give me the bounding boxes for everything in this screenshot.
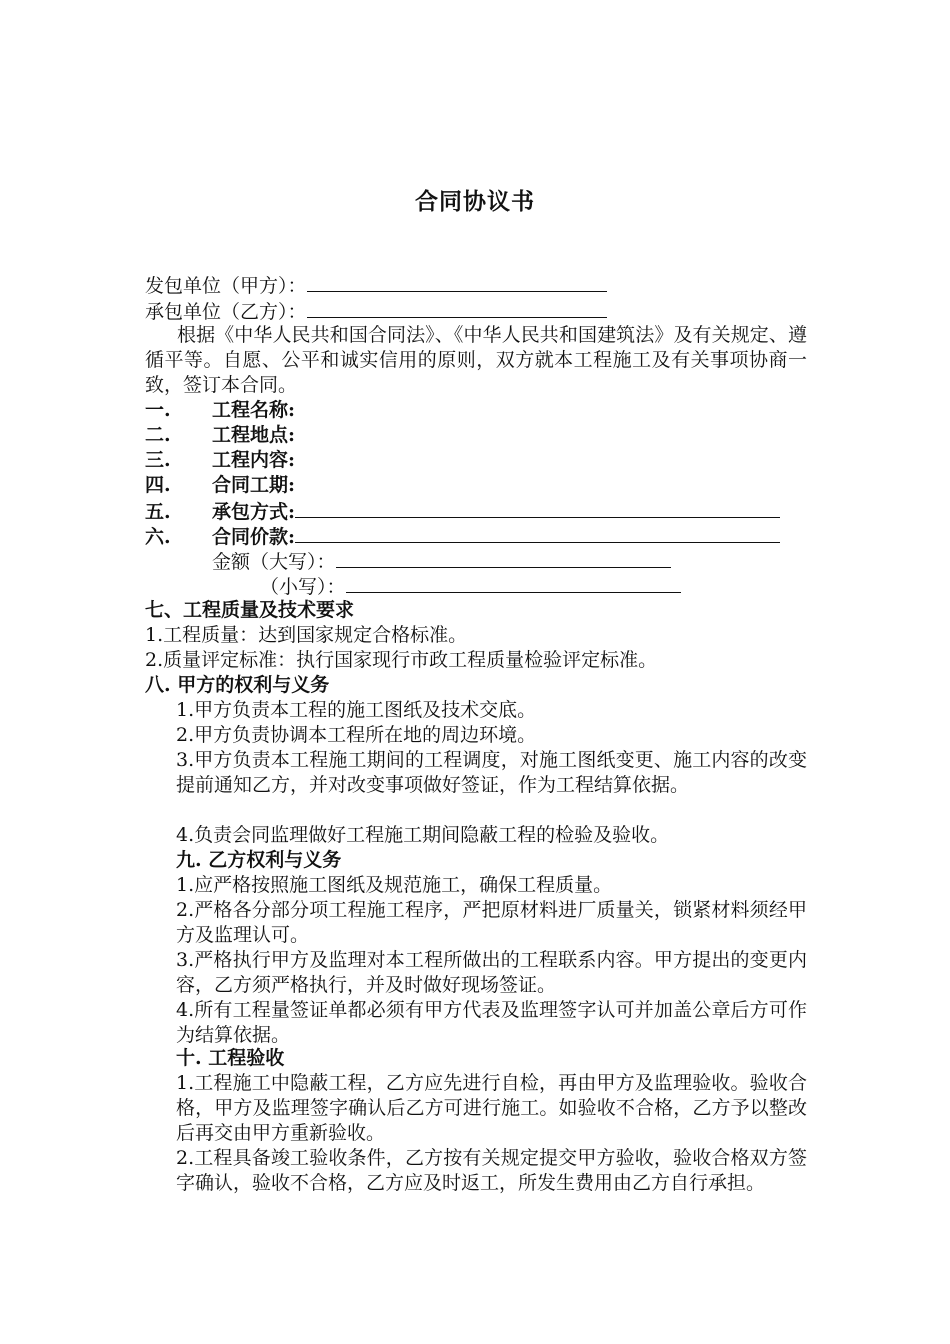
party-a-label: 发包单位（甲方）： (145, 275, 307, 297)
section-7-heading: 七、工程质量及技术要求 (145, 599, 355, 621)
item-label: 合同价款: (212, 526, 296, 548)
party-a-blank (307, 272, 607, 292)
section-9-line-4: 4.所有工程量签证单都必须有甲方代表及监理签字认可并加盖公章后方可作为结算依据。 (176, 999, 807, 1046)
contract-price-blank (295, 523, 780, 543)
item-number: 四. (145, 474, 171, 496)
section-8-line-4: 4.负责会同监理做好工程施工期间隐蔽工程的检验及验收。 (176, 824, 670, 846)
section-9-line-3: 3.严格执行甲方及监理对本工程所做出的工程联系内容。甲方提出的变更内容，乙方须严格执行，并及时做好现场签证。 (176, 949, 807, 996)
section-7-line-1: 1.工程质量：达到国家规定合格标准。 (145, 624, 468, 646)
item-number: 五. (145, 501, 171, 523)
amount-upper-label: 金额（大写）： (212, 551, 336, 573)
item-number: 一. (145, 399, 171, 421)
item-project-location (145, 423, 295, 448)
page-title: 合同协议书 (415, 188, 535, 215)
party-b-label: 承包单位（乙方）： (145, 301, 307, 323)
section-7-line-2: 2.质量评定标准：执行国家现行市政工程质量检验评定标准。 (145, 649, 658, 671)
item-number: 六. (145, 526, 171, 548)
amount-lower-row (260, 573, 681, 598)
section-8-line-3: 3.甲方负责本工程施工期间的工程调度，对施工图纸变更、施工内容的改变提前通知乙方，并对改变事项做好签证，作为工程结算依据。 (176, 749, 807, 796)
item-number: 三. (145, 449, 171, 471)
item-project-content (145, 448, 295, 473)
item-label: 合同工期: (212, 474, 296, 496)
item-number: 二. (145, 424, 171, 446)
item-label: 承包方式: (212, 501, 296, 523)
contract-mode-blank (295, 498, 780, 518)
section-10-line-1: 1.工程施工中隐蔽工程，乙方应先进行自检，再由甲方及监理验收。验收合格，甲方及监理签字确认后乙方可进行施工。如验收不合格，乙方予以整改后再交由甲方重新验收。 (176, 1072, 807, 1144)
party-b-row (145, 298, 607, 323)
amount-upper-blank (336, 548, 671, 568)
preamble: 根据《中华人民共和国合同法》、《中华人民共和国建筑法》及有关规定、遵循平等。自愿、公平和诚实信用的原则，双方就本工程施工及有关事项协商一致，签订本合同。 (145, 324, 807, 396)
party-b-blank (307, 298, 607, 318)
section-8-heading: 八. 甲方的权利与义务 (145, 674, 330, 696)
section-10-heading: 十. 工程验收 (176, 1047, 285, 1069)
section-9-line-1: 1.应严格按照施工图纸及规范施工，确保工程质量。 (176, 874, 613, 896)
party-a-row (145, 272, 607, 297)
section-9-heading: 九. 乙方权利与义务 (176, 849, 342, 871)
section-10-line-2: 2.工程具备竣工验收条件，乙方按有关规定提交甲方验收，验收合格双方签字确认，验收不合格，乙方应及时返工，所发生费用由乙方自行承担。 (176, 1147, 807, 1194)
amount-lower-label: （小写）： (260, 576, 346, 598)
item-contract-period (145, 473, 295, 498)
section-9-line-2: 2.严格各分部分项工程施工程序，严把原材料进厂质量关，锁紧材料须经甲方及监理认可。 (176, 899, 807, 946)
section-8-line-2: 2.甲方负责协调本工程所在地的周边环境。 (176, 724, 537, 746)
item-label: 工程地点: (212, 424, 296, 446)
section-8-line-1: 1.甲方负责本工程的施工图纸及技术交底。 (176, 699, 537, 721)
amount-upper-row (212, 548, 671, 573)
item-project-name (145, 398, 295, 423)
item-contract-price (145, 523, 780, 548)
item-label: 工程名称: (212, 399, 296, 421)
item-label: 工程内容: (212, 449, 296, 471)
amount-lower-blank (346, 573, 681, 593)
item-contract-mode (145, 498, 780, 523)
